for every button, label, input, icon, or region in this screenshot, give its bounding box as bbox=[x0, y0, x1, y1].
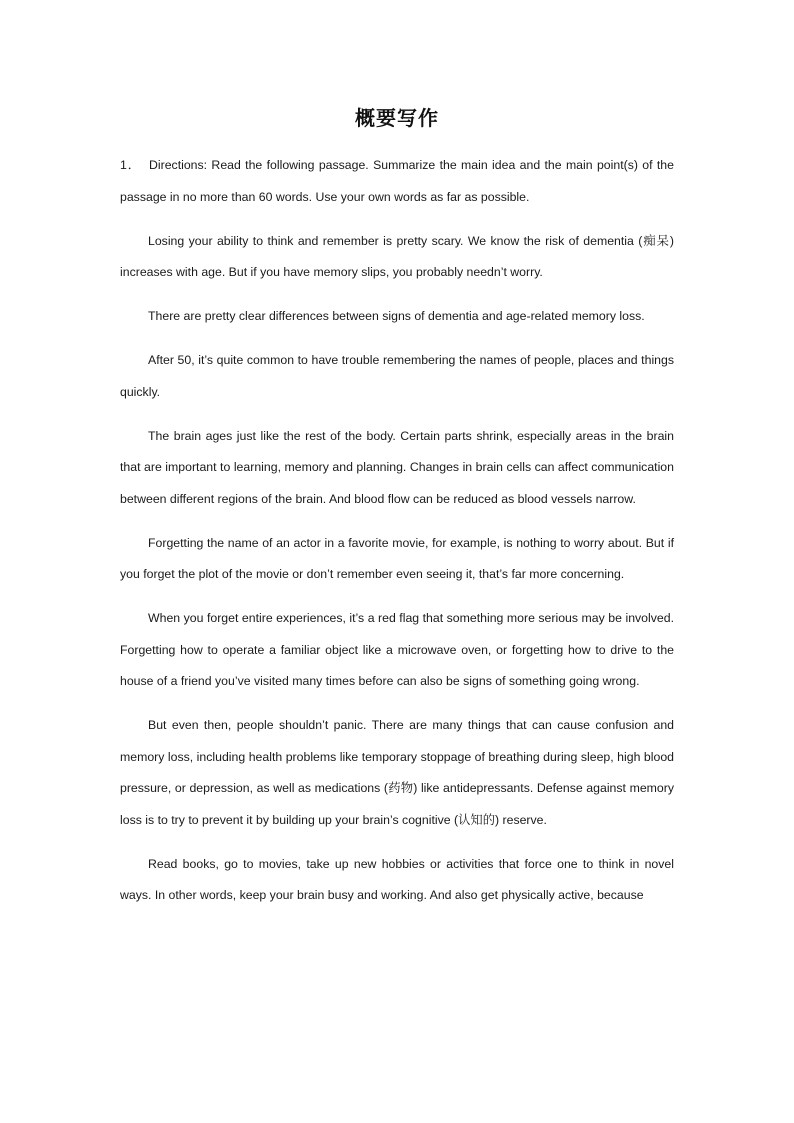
passage-paragraph-2: There are pretty clear differences between signs of dementia and age-related memory loss. bbox=[148, 309, 645, 323]
passage-paragraph-1: Losing your ability to think and remember is pretty scary. We know the risk of dementia (痴呆) increases with age. But if you have memory slips, you probably needn’t worry. bbox=[120, 233, 674, 279]
passage-paragraph-8: Read books, go to movies, take up new hobbies or activities that force one to think in novel ways. In other words, keep your brain busy and working. And also get physically active, because bbox=[120, 856, 674, 902]
document-body bbox=[120, 150, 674, 924]
page-title: 概要写作 bbox=[355, 106, 439, 130]
question-directions bbox=[120, 150, 674, 213]
question-number: 1． bbox=[120, 158, 141, 172]
directions-text: Directions: Read the following passage. Summarize the main idea and the main point(s) of the passage in no more than 60 words. Use your own words as far as possible. bbox=[120, 158, 674, 204]
passage-paragraph-4: The brain ages just like the rest of the body. Certain parts shrink, especially areas in the brain that are important to learning, memory and planning. Changes in brain cells can affect communication between different regions of the brain. And blood flow can be reduced as blood vessels narrow. bbox=[120, 428, 674, 506]
passage-paragraph-6: When you forget entire experiences, it’s a red flag that something more serious may be involved. Forgetting how to operate a familiar object like a microwave oven, or forgetting how to drive to the house of a friend you’ve visited many times before can also be signs of something going wrong. bbox=[120, 611, 674, 688]
passage-paragraph-7: But even then, people shouldn’t panic. There are many things that can cause confusion and memory loss, including health problems like temporary stoppage of breathing during sleep, high blood pressure, or depression, as well as medications (药物) like antidepressants. Defense against memory loss is to try to prevent it by building up your brain’s cognitive (认知的) reserve. bbox=[120, 718, 674, 827]
passage-paragraph-5: Forgetting the name of an actor in a favorite movie, for example, is nothing to worry about. But if you forget the plot of the movie or don’t remember even seeing it, that’s far more concerning. bbox=[120, 535, 674, 581]
passage-paragraph-3: After 50, it’s quite common to have trouble remembering the names of people, places and things quickly. bbox=[120, 353, 674, 399]
